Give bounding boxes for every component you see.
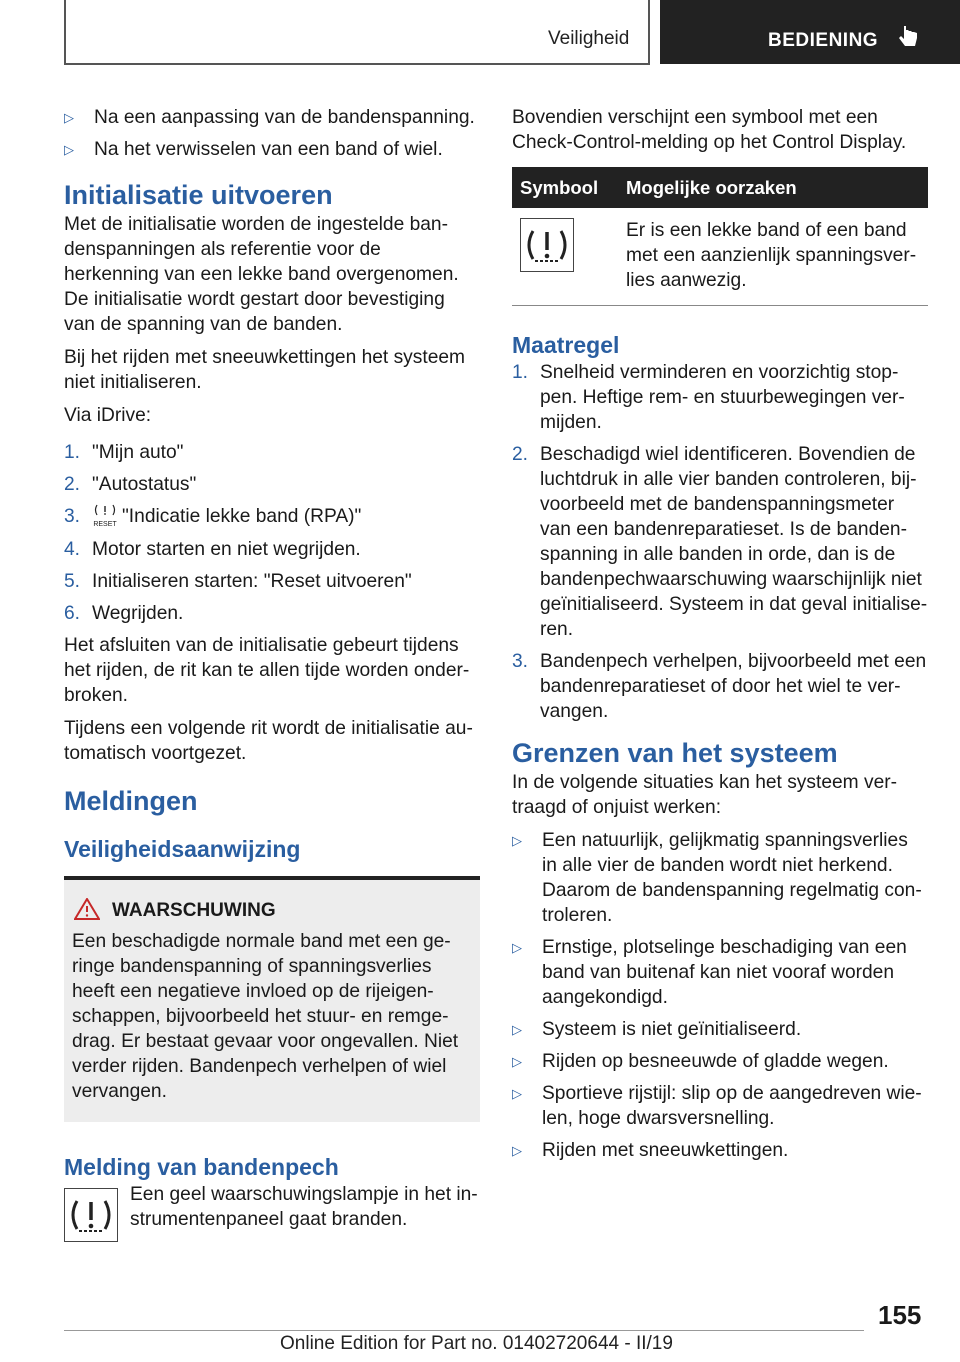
footer-rule: [64, 1330, 864, 1331]
table-row: [512, 208, 928, 306]
paragraph: Het afsluiten van de initialisatie gebeurt tijdens het rijden, de rit kan te allen tijde worden onder-broken.: [64, 635, 470, 706]
bandenpech-text: Een geel waarschuwingslampje in het in-strumentenpaneel gaat branden.: [130, 1184, 478, 1230]
heading-meldingen: Meldingen: [64, 786, 198, 816]
list-item: ▷ Na het verwisselen van een band of wiel.: [64, 139, 443, 160]
paragraph: Bovendien verschijnt een symbool met een Check-Control-melding op het Control Display.: [512, 107, 907, 153]
warning-box: [64, 876, 480, 1122]
list-item: ▷ Rijden op besneeuwde of gladde wegen.: [512, 1051, 889, 1072]
step-item: 5. Initialiseren starten: "Reset uitvoeren": [64, 571, 412, 592]
header-chapter-tab: [660, 0, 960, 64]
tire-pressure-warning-icon: [520, 218, 574, 272]
step-item: 2. Beschadigd wiel identificeren. Bovendien de luchtdruk in alle vier banden controleren, bij-voorbeeld met de bandenspanningsmeter van een bandenreparatieset. Is de banden-spanning in alle banden in orde, dan is de bandenpechwaarschuwing waarschijnlijk niet geïnitialiseerd. Systeem in dat geval initialise-ren.: [512, 444, 928, 640]
paragraph: In de volgende situaties kan het systeem ver-traagd of onjuist werken:: [512, 772, 898, 818]
header-chapter-label: BEDIENING: [768, 30, 879, 51]
heading-grenzen: Grenzen van het systeem: [512, 738, 838, 768]
header-rule-left: [64, 0, 66, 64]
step-item: 3. Bandenpech verhelpen, bijvoorbeeld met een bandenreparatieset of door het wiel te ver-vangen.: [512, 651, 927, 722]
table-header-oorzaken: Mogelijke oorzaken: [618, 167, 928, 208]
step-item: 1. "Mijn auto": [64, 442, 184, 463]
heading-initialisatie: Initialisatie uitvoeren: [64, 180, 333, 210]
paragraph: Met de initialisatie worden de ingestelde ban-denspanningen als referentie voor de herkenning van een lekke band overgenomen. De initialisatie wordt gestart door bevestiging van de spanning van de banden.: [64, 214, 459, 335]
table-cell-symbol: [512, 208, 618, 306]
header-separator: [648, 0, 650, 64]
step-item: 6. Wegrijden.: [64, 603, 184, 624]
list-item: ▷ Systeem is niet geïnitialiseerd.: [512, 1019, 802, 1040]
step-item: 3. RESET "Indicatie lekke band (RPA)": [64, 506, 362, 528]
list-item: ▷ Ernstige, plotselinge beschadiging van een band van buitenaf kan niet vooraf worden aangekondigd.: [512, 937, 907, 1008]
touch-hand-icon: [896, 24, 920, 52]
paragraph: Bij het rijden met sneeuwkettingen het systeem niet initialiseren.: [64, 347, 466, 393]
header-rule-bottom: [64, 63, 650, 65]
footer-edition: Online Edition for Part no. 01402720644 - II/19: [280, 1333, 673, 1354]
step-item: 4. Motor starten en niet wegrijden.: [64, 539, 361, 560]
paragraph: Tijdens een volgende rit wordt de initialisatie au-tomatisch voortgezet.: [64, 718, 473, 764]
table-header-symbool: Symbool: [512, 167, 618, 208]
warning-title: WAARSCHUWING: [72, 898, 472, 923]
list-item: ▷ Een natuurlijk, gelijkmatig spanningsverlies in alle vier de banden wordt niet herkend. Daarom de bandenspanning regelmatig con-troleren.: [512, 830, 922, 926]
page-number: 155: [878, 1300, 922, 1330]
list-item: ▷ Sportieve rijstijl: slip op de aangedreven wie-len, hoge dwarsversnelling.: [512, 1083, 922, 1129]
table-cell-text: Er is een lekke band of een band met een aanzienlijk spanningsver-lies aanwezig.: [618, 208, 928, 306]
list-item: ▷ Rijden met sneeuwkettingen.: [512, 1140, 789, 1161]
tire-pressure-warning-icon: [64, 1188, 118, 1242]
right-column: [512, 105, 928, 1170]
list-item: ▷ Na een aanpassing van de bandenspanning.: [64, 107, 475, 128]
symbol-table: [512, 167, 928, 306]
step-item: 2. "Autostatus": [64, 474, 197, 495]
header-section: Veiligheid: [548, 28, 630, 49]
warning-triangle-icon: [74, 898, 100, 920]
warning-text: Een beschadigde normale band met een ge-ringe bandenspanning of spanningsverlies heeft een negatieve invloed op de rijeigen-schappen, bijvoorbeeld het stuur- en remge-drag. Er bestaat gevaar voor ongevallen. Niet verder rijden. Bandenpech verhelpen of wiel vervangen.: [72, 931, 459, 1102]
heading-maatregel: Maatregel: [512, 332, 620, 358]
bandenpech-row: [64, 1182, 480, 1240]
heading-veiligheid: Veiligheidsaanwijzing: [64, 836, 301, 862]
reset-icon: RESET: [92, 504, 118, 530]
heading-bandenpech: Melding van bandenpech: [64, 1154, 339, 1180]
step-item: 1. Snelheid verminderen en voorzichtig stop-pen. Heftige rem- en stuurbewegingen ver-mijden.: [512, 362, 905, 433]
paragraph: Via iDrive:: [64, 405, 152, 426]
left-column: [64, 105, 480, 1240]
